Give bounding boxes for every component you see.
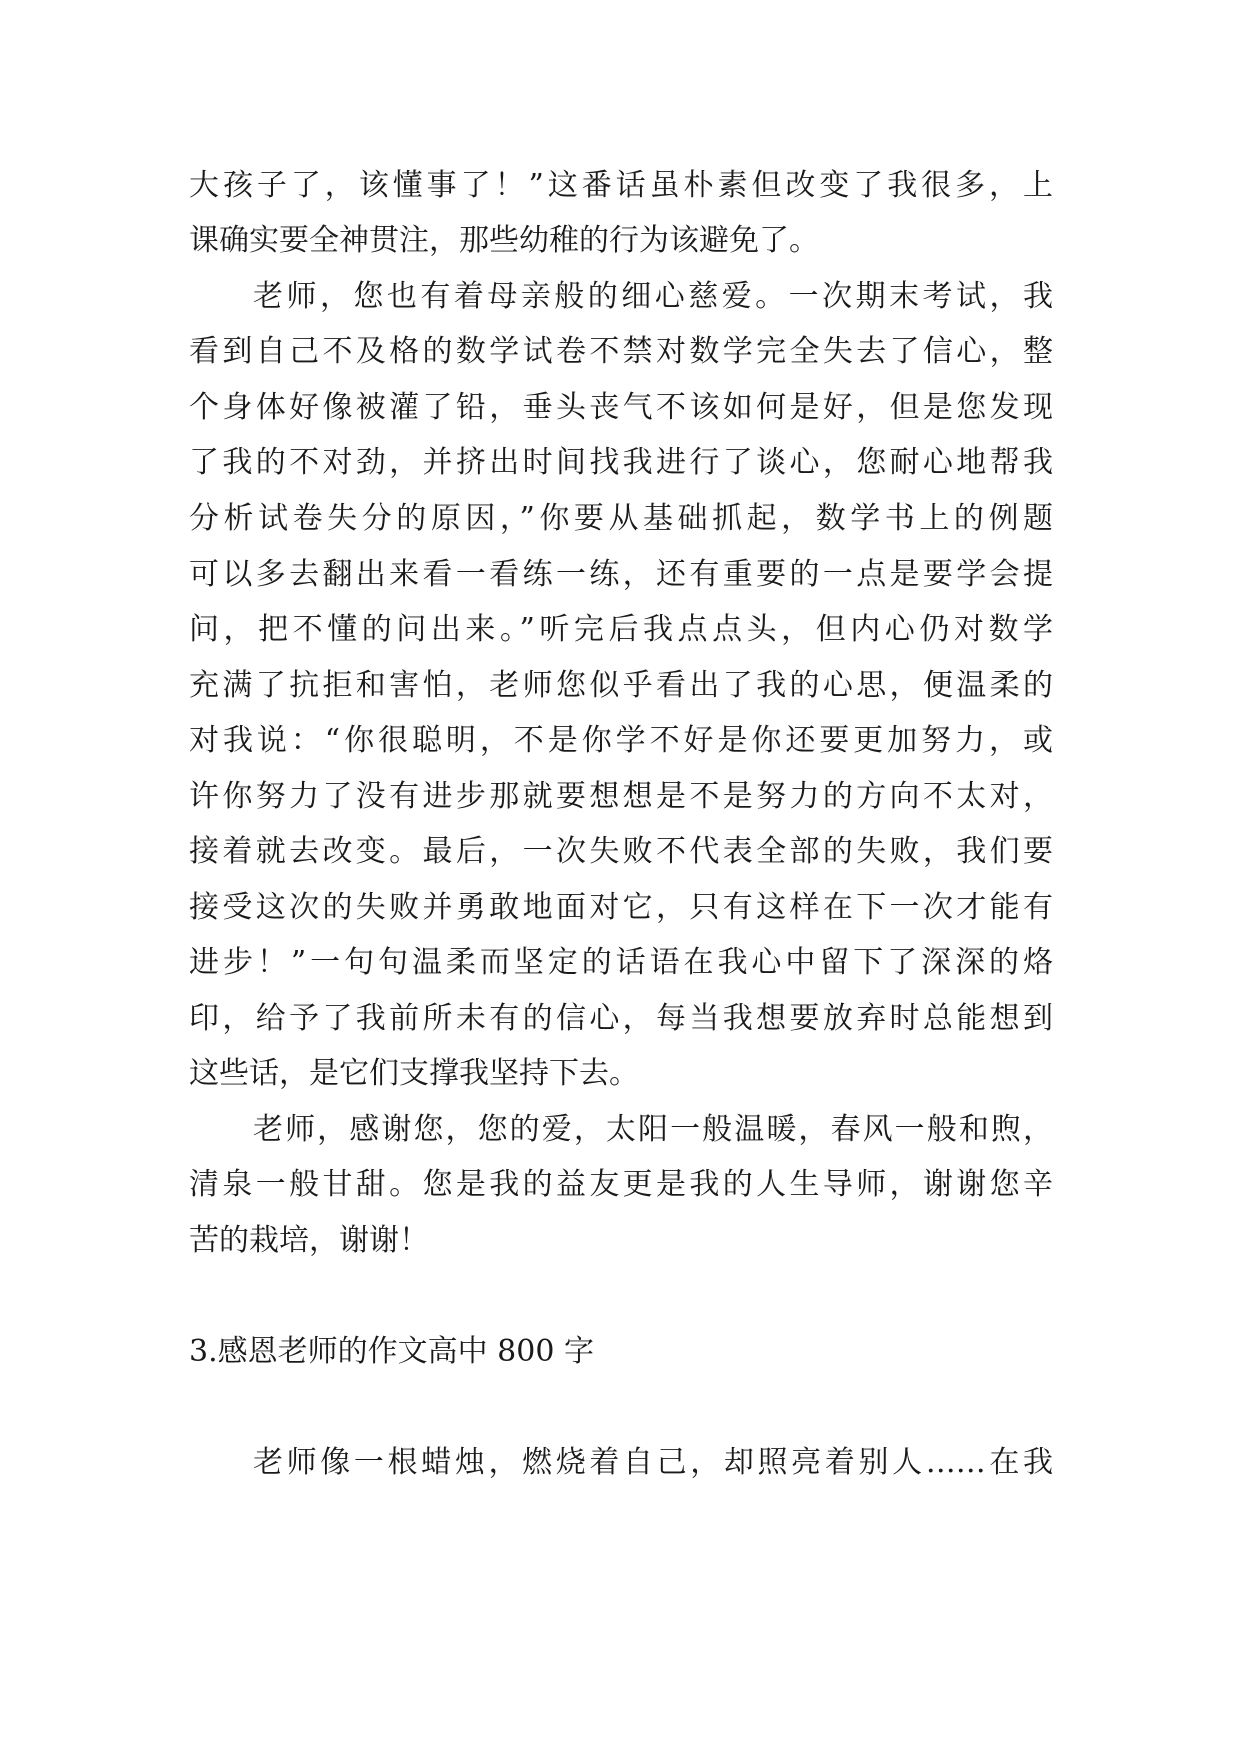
paragraph-3-line-1: 老师，感谢您，您的爱，太阳一般温暖，春风一般和煦，	[253, 1112, 1053, 1147]
paragraph-2-line-15: 这些话，是它们支撑我坚持下去。	[189, 1056, 639, 1091]
paragraph-2-line-1: 老师，您也有着母亲般的细心慈爱。一次期末考试，我	[253, 279, 1053, 314]
section-heading: 3.感恩老师的作文高中 800 字	[189, 1334, 594, 1369]
paragraph-2-line-13: 进步！”一句句温柔而坚定的话语在我心中留下了深深的烙	[189, 945, 1053, 980]
paragraph-1-line-2: 课确实要全神贯注，那些幼稚的行为该避免了。	[189, 223, 819, 258]
paragraph-2-line-4: 了我的不对劲，并挤出时间找我进行了谈心，您耐心地帮我	[189, 445, 1053, 480]
paragraph-2-line-9: 对我说：“你很聪明，不是你学不好是你还要更加努力，或	[189, 723, 1053, 758]
paragraph-2-line-5: 分析试卷失分的原因，”你要从基础抓起，数学书上的例题	[189, 501, 1053, 536]
paragraph-2-line-8: 充满了抗拒和害怕，老师您似乎看出了我的心思，便温柔的	[189, 668, 1053, 703]
paragraph-2-line-10: 许你努力了没有进步那就要想想是不是努力的方向不太对，	[189, 779, 1053, 814]
paragraph-2-line-3: 个身体好像被灌了铅，垂头丧气不该如何是好，但是您发现	[189, 390, 1053, 425]
paragraph-2-line-11: 接着就去改变。最后，一次失败不代表全部的失败，我们要	[189, 834, 1053, 869]
paragraph-2-line-7: 问，把不懂的问出来。”听完后我点点头，但内心仍对数学	[189, 612, 1053, 647]
paragraph-2-line-6: 可以多去翻出来看一看练一练，还有重要的一点是要学会提	[189, 557, 1053, 592]
paragraph-1-line-1: 大孩子了，该懂事了！”这番话虽朴素但改变了我很多，上	[189, 168, 1053, 203]
paragraph-2-line-12: 接受这次的失败并勇敢地面对它，只有这样在下一次才能有	[189, 890, 1053, 925]
paragraph-3-line-3: 苦的栽培，谢谢！	[189, 1223, 429, 1258]
paragraph-2-line-2: 看到自己不及格的数学试卷不禁对数学完全失去了信心，整	[189, 334, 1053, 369]
paragraph-4-line-1: 老师像一根蜡烛，燃烧着自己，却照亮着别人……在我	[253, 1445, 1053, 1480]
paragraph-2-line-14: 印，给予了我前所未有的信心，每当我想要放弃时总能想到	[189, 1001, 1053, 1036]
paragraph-3-line-2: 清泉一般甘甜。您是我的益友更是我的人生导师，谢谢您辛	[189, 1167, 1053, 1202]
